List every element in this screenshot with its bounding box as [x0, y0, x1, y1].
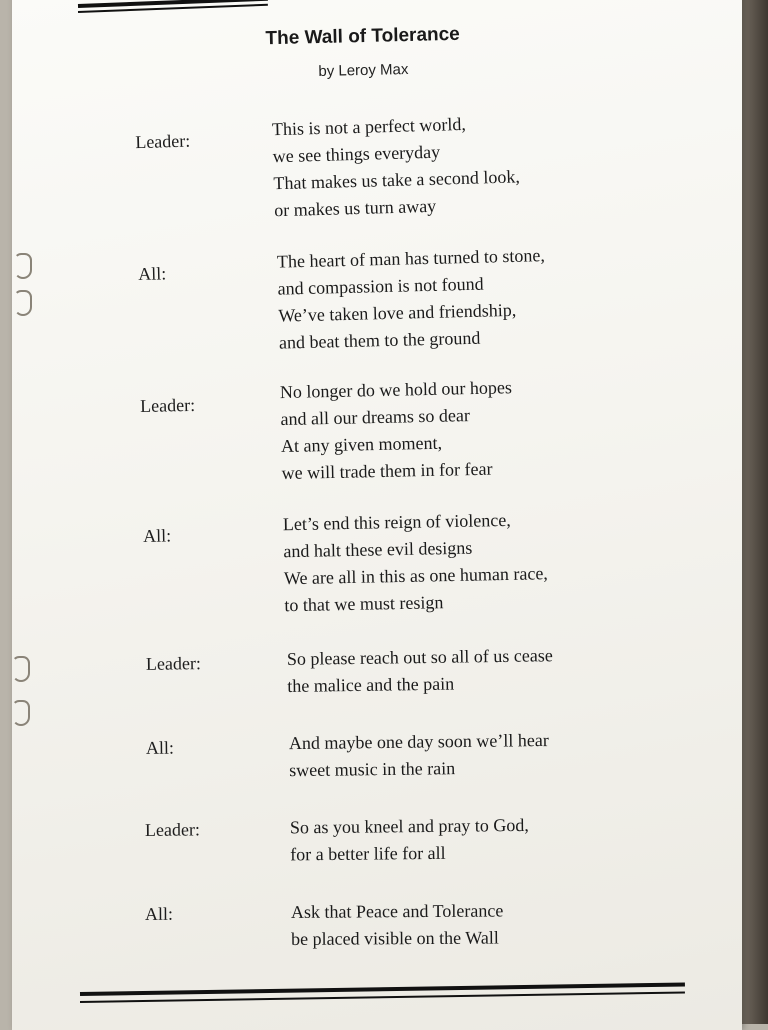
poem-author: by Leroy Max	[318, 60, 409, 81]
poem-title: The Wall of Tolerance	[265, 23, 460, 50]
speaker-label: Leader:	[144, 819, 201, 840]
poem-line: to that we must resign	[284, 592, 444, 616]
poem-line: The heart of man has turned to stone,	[276, 245, 546, 272]
poem-line: And maybe one day soon we’ll hear	[288, 730, 549, 754]
stanza-lines	[283, 506, 549, 619]
speaker-label: All:	[144, 903, 174, 924]
poem-line: for a better life for all	[290, 842, 446, 865]
stanza	[0, 500, 768, 625]
poem-line: Ask that Peace and Tolerance	[290, 900, 504, 922]
stanza-lines	[290, 812, 530, 868]
poem-line: or makes us turn away	[273, 195, 437, 221]
stanza-lines	[272, 109, 521, 224]
poem-line: At any given moment,	[280, 432, 443, 457]
poem-line: sweet music in the rain	[289, 758, 456, 781]
stanza-lines	[289, 727, 550, 784]
poem-line: That makes us take a second look,	[273, 166, 521, 194]
poem-line: be placed visible on the Wall	[291, 927, 499, 949]
poem-line: we see things everyday	[272, 141, 441, 167]
poem-line: No longer do we hold our hopes	[279, 377, 513, 403]
speaker-label: Leader:	[145, 653, 202, 674]
stanza-lines	[291, 897, 504, 952]
stanza	[0, 229, 768, 358]
poem-line: Let’s end this reign of violence,	[282, 509, 511, 535]
speaker-label: All:	[138, 263, 167, 285]
poem-line: So please reach out so all of us cease	[286, 645, 553, 669]
speaker-label: All:	[142, 525, 172, 546]
poem-line: We are all in this as one human race,	[283, 563, 549, 589]
poem-line: and compassion is not found	[277, 273, 484, 299]
document-header	[247, 23, 478, 81]
poem-line: We’ve taken love and friendship,	[278, 299, 517, 326]
speaker-label: Leader:	[135, 130, 191, 153]
stanza-lines	[280, 374, 514, 487]
speaker-label: All:	[145, 737, 175, 758]
poem-line: we will trade them in for fear	[281, 458, 493, 484]
stanza-lines	[287, 642, 554, 700]
stanza	[0, 365, 768, 491]
stanza-lines	[277, 242, 547, 357]
poem-line: the malice and the pain	[287, 673, 455, 696]
poem-line: So as you kneel and pray to God,	[289, 814, 529, 838]
poem-line: This is not a perfect world,	[271, 113, 467, 140]
stanza	[0, 94, 768, 225]
poem-line: and halt these evil designs	[283, 537, 473, 562]
poem-line: and all our dreams so dear	[280, 405, 471, 430]
poem-line: and beat them to the ground	[278, 327, 481, 353]
speaker-label: Leader:	[139, 394, 196, 416]
